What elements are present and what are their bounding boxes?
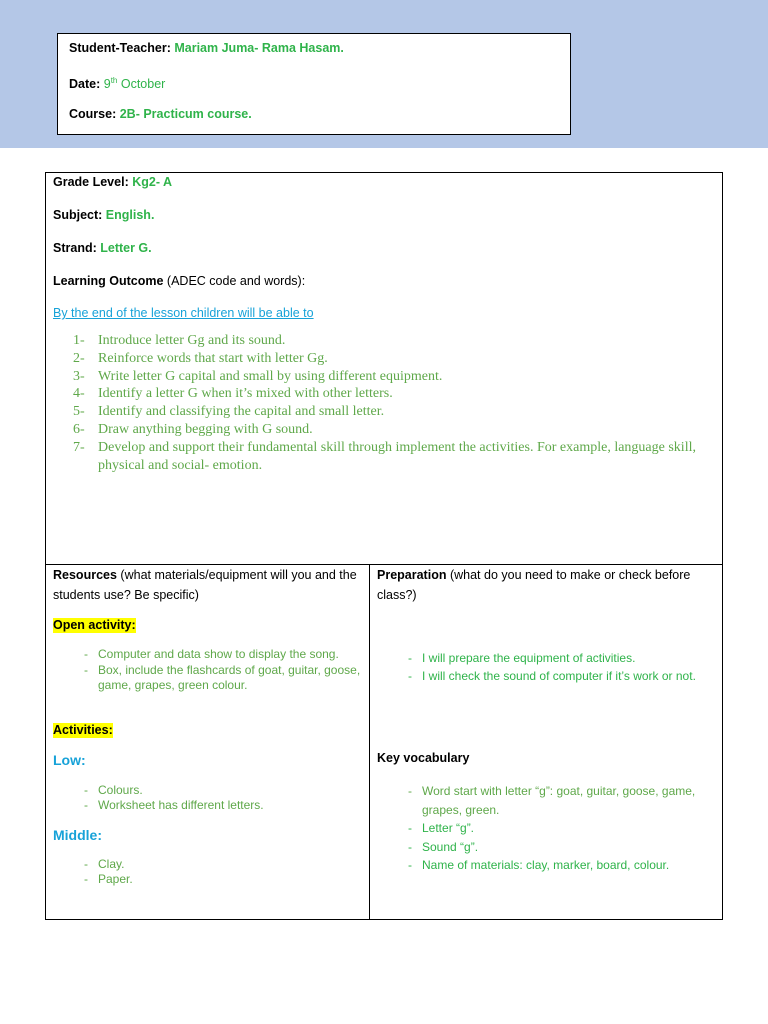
list-item: - Colours. — [84, 782, 143, 797]
lesson-plan-table — [45, 172, 723, 920]
resources-label: Resources — [53, 568, 117, 582]
key-vocabulary-label: Key vocabulary — [377, 751, 470, 765]
list-item: - Sound “g”. — [408, 839, 479, 854]
middle-label: Middle: — [53, 826, 102, 843]
student-teacher-value: Mariam Juma- Rama Hasam. — [174, 41, 344, 55]
grade-level-row — [53, 174, 718, 207]
list-item: - I will check the sound of computer if it’s work or not. — [408, 669, 696, 683]
strand-value: Letter G. — [100, 241, 152, 255]
list-item: - Word start with letter “g”: goat, guitar, goose, game, grapes, green. — [408, 784, 696, 817]
preparation-heading — [377, 566, 717, 605]
list-item: - Letter “g”. — [408, 821, 475, 835]
list-item: - Clay. — [84, 856, 125, 871]
header-info-box — [57, 33, 571, 135]
date-row — [69, 73, 570, 106]
list-item: 5- Identify and classifying the capital and small letter. — [73, 404, 385, 420]
list-item: 2- Reinforce words that start with letter Gg. — [73, 350, 328, 366]
row-divider — [46, 564, 722, 565]
list-item: 7- Develop and support their fundamental skill through implement the activities. For example, language skill, physical and social- emotion. — [73, 439, 696, 473]
open-activity-label: Open activity: — [53, 618, 136, 632]
strand-label: Strand: — [53, 241, 97, 255]
resources-note: (what materials/equipment will you and the students use? Be specific) — [53, 568, 357, 602]
list-item: - Name of materials: clay, marker, board, colour. — [408, 858, 670, 872]
strand-row — [53, 240, 718, 273]
date-month: October — [120, 77, 166, 92]
course-row — [69, 106, 570, 139]
subject-value: English. — [105, 208, 155, 222]
key-vocabulary-list — [377, 782, 717, 875]
preparation-label: Preparation — [377, 568, 447, 582]
activities-label: Activities: — [53, 722, 113, 737]
column-divider — [369, 564, 370, 920]
resources-cell — [53, 566, 363, 888]
low-label: Low: — [53, 751, 86, 768]
list-item: - Worksheet has different letters. — [84, 798, 264, 812]
student-teacher-label: Student-Teacher: — [69, 41, 171, 55]
list-item: 3- Write letter G capital and small by using different equipment. — [73, 368, 443, 384]
date-day: 9 — [103, 77, 111, 92]
course-label: Course: — [69, 107, 117, 121]
course-value: 2B- Practicum course. — [119, 107, 252, 121]
preparation-note: (what do you need to make or check before class?) — [377, 568, 691, 602]
date-suffix: th — [110, 76, 118, 85]
subject-row — [53, 207, 718, 240]
list-item: 1- Introduce letter Gg and its sound. — [73, 333, 286, 348]
middle-list — [53, 857, 363, 888]
list-item: - Computer and data show to display the song. — [84, 647, 339, 661]
open-activity-list — [53, 647, 363, 694]
learning-outcome-heading — [53, 273, 718, 305]
learning-outcome-label: Learning Outcome — [53, 274, 164, 288]
grade-level-value: Kg2- A — [132, 175, 173, 189]
outcome-list — [53, 332, 718, 474]
outcome-intro: By the end of the lesson children will be able to — [53, 306, 314, 320]
list-item: 6- Draw anything begging with G sound. — [73, 421, 313, 437]
objectives-cell — [53, 174, 718, 474]
student-teacher-row — [69, 40, 570, 73]
resources-heading — [53, 566, 363, 605]
grade-level-label: Grade Level: — [53, 175, 129, 189]
date-label: Date: — [69, 77, 101, 92]
list-item: - Box, include the flashcards of goat, guitar, goose, game, grapes, green colour. — [84, 662, 361, 692]
preparation-list — [377, 649, 717, 685]
subject-label: Subject: — [53, 208, 103, 222]
list-item: 4- Identify a letter G when it’s mixed with other letters. — [73, 386, 393, 402]
preparation-cell — [377, 566, 717, 875]
low-list — [53, 783, 363, 814]
list-item: - I will prepare the equipment of activities. — [408, 651, 636, 665]
list-item: - Paper. — [84, 872, 133, 886]
learning-outcome-note: (ADEC code and words): — [166, 274, 306, 288]
